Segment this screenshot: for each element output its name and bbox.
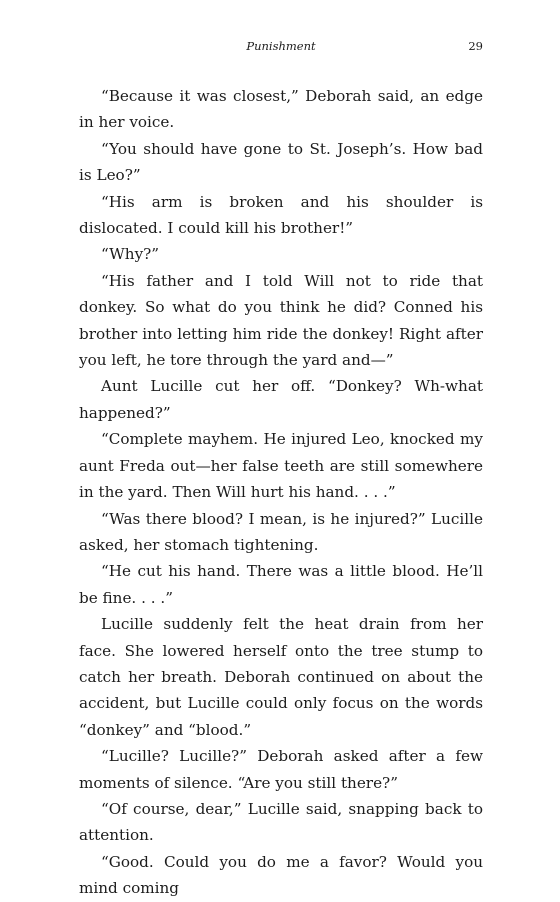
paragraph: “His arm is broken and his shoulder is dislocated. I could kill his brother!” <box>79 192 483 238</box>
paragraph: “He cut his hand. There was a little blood. He’ll be fine. . . .” <box>79 562 483 607</box>
paragraph: “Because it was closest,” Deborah said, an edge in her voice. <box>79 87 483 132</box>
paragraph: “Lucille? Lucille?” Deborah asked after a few moments of silence. “Are you still there?” <box>79 747 483 792</box>
running-head <box>79 37 483 55</box>
paragraph: “Of course, dear,” Lucille said, snapping back to attention. <box>79 799 483 845</box>
paragraph: “Was there blood? I mean, is he injured?” Lucille asked, her stomach tightening. <box>79 509 483 554</box>
paragraph: Aunt Lucille cut her off. “Donkey? Wh-what happened?” <box>79 377 483 422</box>
paragraph: “His father and I told Will not to ride that donkey. So what do you think he did? Conned his brother into letting him ride the donkey! Right after you left, he tore through the yard and—” <box>79 271 483 370</box>
paragraph: “You should have gone to St. Joseph’s. How bad is Leo?” <box>79 139 483 185</box>
paragraph: “Why?” <box>101 245 160 264</box>
body-text <box>79 83 483 902</box>
paragraph: “Complete mayhem. He injured Leo, knocked my aunt Freda out—her false teeth are still somewhere in the yard. Then Will hurt his hand. . . .” <box>79 430 483 502</box>
page-number: 29 <box>468 39 483 53</box>
paragraph: “Good. Could you do me a favor? Would you mind coming <box>79 852 483 898</box>
running-title: Punishment <box>246 39 316 53</box>
paragraph: Lucille suddenly felt the heat drain from her face. She lowered herself onto the tree stump to catch her breath. Deborah continued on about the accident, but Lucille could only focus on the words “donkey” and “blood.” <box>79 615 483 739</box>
